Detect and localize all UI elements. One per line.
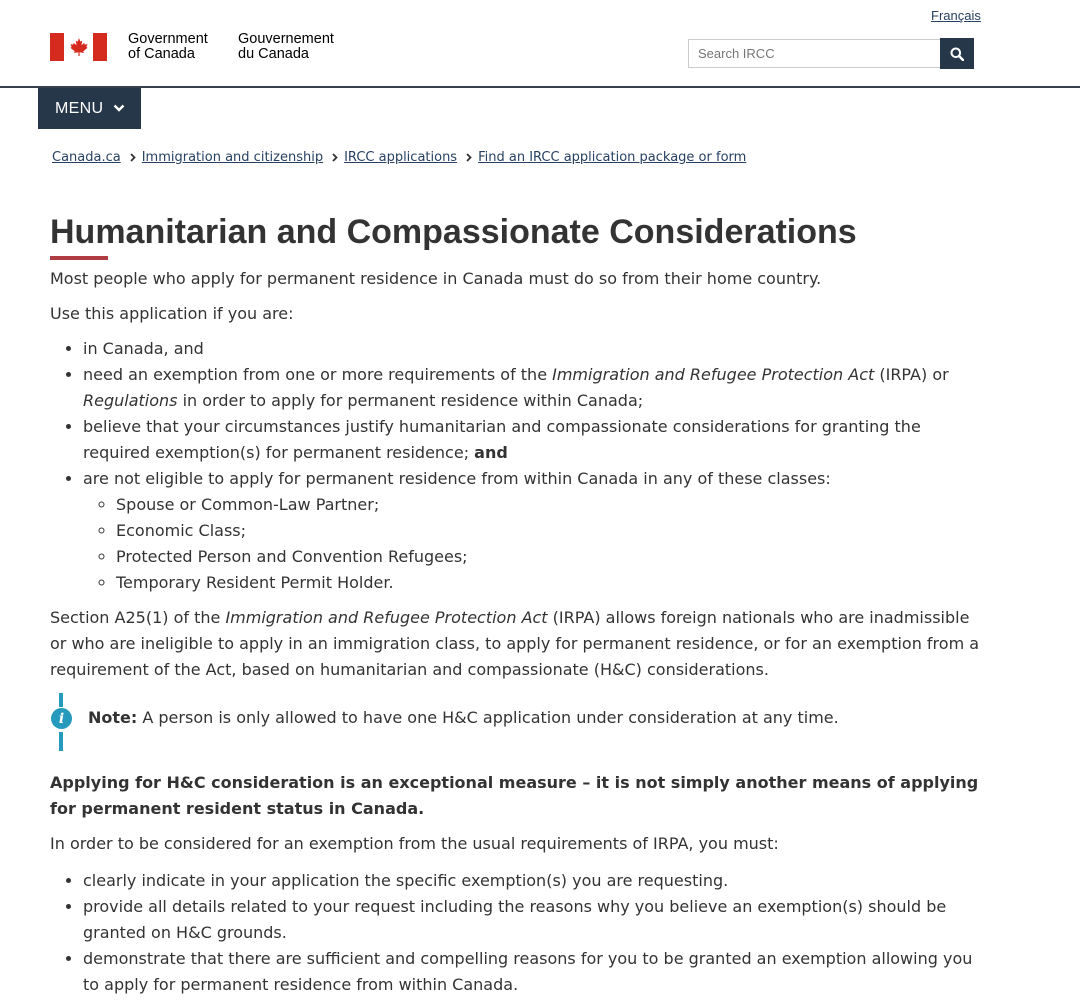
breadcrumb-link[interactable]: Immigration and citizenship [141,150,324,165]
list-item: • provide all details related to your request including the reasons why you believe an exemption(s) should be granted on H&C grounds. [83,894,990,946]
requirements-intro: In order to be considered for an exemption from the usual requirements of IRPA, you must: [50,834,779,853]
list-item: • demonstrate that there are sufficient and compelling reasons for you to be granted an exemption allowing you to apply for permanent residence from within Canada. [83,946,990,998]
eligibility-list [50,336,990,596]
breadcrumb-link[interactable]: Canada.ca [52,150,121,165]
breadcrumb [52,150,746,165]
info-icon: i [51,708,72,729]
chevron-right-icon [466,153,472,162]
gov-canada-signature[interactable] [50,33,334,62]
classes-list [83,492,990,596]
breadcrumb-link[interactable]: IRCC applications [344,150,458,165]
menu-label: MENU [55,99,104,117]
use-if-text: Use this application if you are: [50,304,294,323]
chevron-right-icon [130,153,136,162]
note-text: Note: A person is only allowed to have one H&C application under consideration at any time. [88,708,839,727]
header-divider [0,86,1080,88]
page-title: Humanitarian and Compassionate Considerations [50,213,857,251]
requirements-list [50,868,990,998]
list-item: • in Canada, and [83,336,990,362]
list-item: • need an exemption from one or more requirements of the Immigration and Refugee Protection Act (IRPA) or Regulations in order to apply for permanent residence within Canada; [83,362,990,414]
brand-wordmark: Government of Canada Gouvernement du Canada [128,31,334,62]
search-button[interactable] [940,38,974,69]
main-content [50,210,990,998]
exceptional-measure-text: Applying for H&C consideration is an exceptional measure – it is not simply another means of applying for permanent resident status in Canada. [50,773,979,818]
list-item: ◦ Economic Class; [116,518,990,544]
site-search [688,39,974,69]
chevron-right-icon [332,153,338,162]
note-alert [50,693,990,753]
list-item: ◦ Protected Person and Convention Refugees; [116,544,990,570]
search-icon [950,47,964,61]
breadcrumb-link[interactable]: Find an IRCC application package or form [478,150,747,165]
intro-text: Most people who apply for permanent residence in Canada must do so from their home country. [50,269,822,288]
list-item: ◦ Spouse or Common-Law Partner; [116,492,990,518]
list-item: ◦ Temporary Resident Permit Holder. [116,570,990,596]
list-item: • believe that your circumstances justify humanitarian and compassionate considerations for granting the required exemption(s) for permanent residence; and [83,414,990,466]
section-a25-text: Section A25(1) of the Immigration and Refugee Protection Act (IRPA) allows foreign nationals who are inadmissible or who are ineligible to apply in an immigration class, to apply for permanent residence, or for an exemption from a requirement of the Act, based on humanitarian and compassionate (H&C) considerations. [50,608,980,679]
list-item: • clearly indicate in your application the specific exemption(s) you are requesting. [83,868,990,894]
list-item: • are not eligible to apply for permanent residence from within Canada in any of these classes: ◦ Spouse or Common-Law Partner; ◦ Economic Class; ◦ Protected Person and Convention Refugees; ◦ Temporary Resident Permit Holder. [83,466,990,596]
language-toggle-link[interactable]: Français [931,8,981,23]
title-underline [50,256,108,260]
chevron-down-icon [113,104,125,113]
menu-button[interactable] [38,88,141,129]
canada-flag-icon [50,33,107,61]
search-input[interactable] [688,39,940,68]
